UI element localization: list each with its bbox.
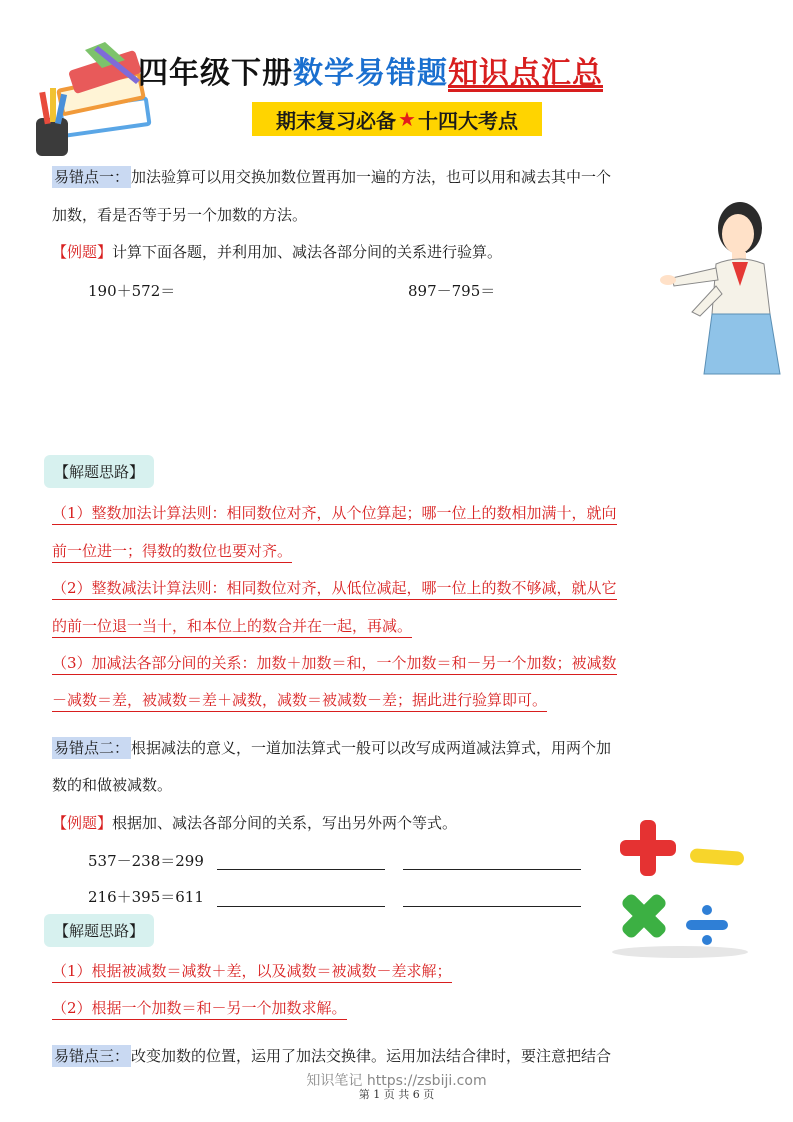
- point1-reason2b: 的前一位退一当十，和本位上的数合并在一起，再减。: [52, 615, 412, 638]
- page-number: 第 1 页 共 6 页: [358, 1088, 435, 1101]
- point2-example-tag: 【例题】: [52, 814, 113, 832]
- point1-eq2: 897－795＝: [408, 282, 496, 300]
- point1-reason1b: 前一位进一；得数的数位也要对齐。: [52, 540, 292, 563]
- answer-blank[interactable]: [403, 905, 581, 907]
- girl-teacher-illustration: [652, 196, 784, 376]
- point3-tag: 易错点三：: [54, 1047, 130, 1065]
- point2-line2: 数的和做被减数。: [52, 776, 173, 794]
- point2-text1: 根据减法的意义，一道加法算式一般可以改写成两道减法算式，用两个加: [131, 739, 612, 757]
- answer-blank[interactable]: [217, 905, 385, 907]
- point2-eq2: 216＋395＝611: [88, 888, 204, 906]
- title-blue: 数学易错题: [293, 56, 448, 91]
- subtitle-left: 期末复习必备: [276, 108, 397, 133]
- point1-line1: [52, 166, 611, 188]
- point1-line2: 加数，看是否等于另一个加数的方法。: [52, 206, 308, 224]
- answer-blank[interactable]: [217, 868, 385, 870]
- point1-think-label: 【解题思路】: [44, 455, 154, 488]
- point1-example: [52, 241, 502, 263]
- math-symbols-icon: [606, 812, 754, 960]
- point2-eq1: 537－238＝299: [88, 852, 204, 870]
- point2-reason2: （2）根据一个加数＝和－另一个加数求解。: [52, 997, 347, 1020]
- point1-reason1a: （1）整数加法计算法则：相同数位对齐，从个位算起；哪一位上的数相加满十，就向: [52, 502, 617, 525]
- point3-text1: 改变加数的位置，运用了加法交换律。运用加法结合律时，要注意把结合: [131, 1047, 612, 1065]
- point2-example-text: 根据加、减法各部分间的关系，写出另外两个等式。: [112, 814, 458, 832]
- point1-example-tag: 【例题】: [52, 243, 113, 261]
- point2-think-label: 【解题思路】: [44, 914, 154, 947]
- point1-eq1: 190＋572＝: [88, 282, 176, 300]
- subtitle-right: 十四大考点: [417, 108, 518, 133]
- page-title: [138, 48, 603, 92]
- point3-line1: [52, 1045, 611, 1067]
- answer-blank[interactable]: [403, 868, 581, 870]
- point1-reason3b: －减数＝差，被减数＝差＋减数，减数＝被减数－差；据此进行验算即可。: [52, 689, 547, 712]
- point1-example-text: 计算下面各题，并利用加、减法各部分间的关系进行验算。: [112, 243, 503, 261]
- point1-text1: 加法验算可以用交换加数位置再加一遍的方法，也可以用和减去其中一个: [131, 168, 612, 186]
- point1-reason3a: （3）加减法各部分间的关系：加数＋加数＝和，一个加数＝和－另一个加数；被减数: [52, 652, 617, 675]
- star-icon: ★: [398, 107, 416, 131]
- point2-example: [52, 812, 457, 834]
- books-pencil-icon: [30, 40, 155, 160]
- title-red: 知识点汇总: [448, 56, 603, 91]
- point2-line1: [52, 737, 611, 759]
- point2-tag: 易错点二：: [54, 739, 130, 757]
- subtitle-banner: [252, 102, 542, 136]
- point2-reason1: （1）根据被减数＝减数＋差，以及减数＝被减数－差求解；: [52, 960, 452, 983]
- point1-tag: 易错点一：: [54, 168, 130, 186]
- title-black: 四年级下册: [138, 56, 293, 91]
- watermark: 知识笔记 https://zsbiji.com: [306, 1073, 487, 1089]
- point1-reason2a: （2）整数减法计算法则：相同数位对齐，从低位减起，哪一位上的数不够减，就从它: [52, 577, 617, 600]
